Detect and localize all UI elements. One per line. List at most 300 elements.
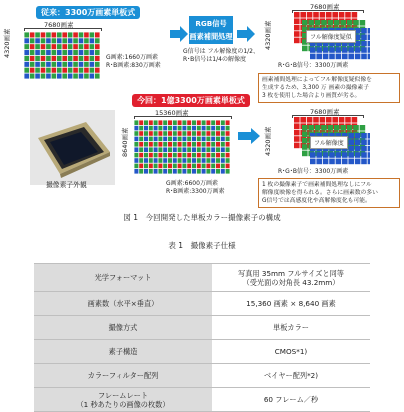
bayer-cell [46,50,51,55]
bayer-cell [134,126,138,131]
bayer-cell [226,120,230,125]
bayer-cell [182,147,186,152]
bayer-cell [79,50,84,55]
bayer-cell [158,164,162,169]
bayer-cell [192,126,196,131]
bayer-cell [68,44,73,49]
process-note-2: R･B信号は1/4の解像度 [183,56,246,63]
bayer-cell [52,44,57,49]
bayer-cell [62,62,67,67]
output-cell [294,123,300,129]
process-note-1: G信号は フル解像度の1/2、 [183,48,259,55]
bayer-cell [139,153,143,158]
bayer-cell [134,169,138,174]
bayer-cell [154,142,158,147]
bayer-cell [226,126,230,131]
output-cell [310,54,316,60]
bayer-cell [154,169,158,174]
bayer-cell [206,137,210,142]
bayer-cell [216,164,220,169]
bayer-cell [24,62,29,67]
output-cell [368,159,370,165]
bayer-cell [192,169,196,174]
bayer-cell [154,158,158,163]
bayer-cell [95,68,100,73]
output-cell [326,117,332,123]
bayer-cell [139,147,143,152]
bayer-cell [221,169,225,174]
bayer-cell [35,32,40,37]
output-cell [316,47,322,53]
bayer-cell [173,126,177,131]
bayer-cell [182,142,186,147]
bayer-cell [73,62,78,67]
output-cell [308,20,314,26]
output-cell [329,47,335,53]
output-cell [315,20,321,26]
bayer-cell [134,131,138,136]
bayer-cell [211,158,215,163]
bayer-cell [163,137,167,142]
output-cell [368,41,370,47]
bayer-cell [192,147,196,152]
bayer-cell [187,147,191,152]
bayer-cell [35,62,40,67]
bayer-cell [173,158,177,163]
spec-value [212,264,370,292]
bayer-cell [73,68,78,73]
bayer-cell [216,131,220,136]
bayer-cell [73,38,78,43]
bayer-cell [202,169,206,174]
bayer-cell [46,56,51,61]
output-cell [361,34,367,40]
bayer-cell [154,164,158,169]
top-output-caption: R･G･B信号：3300万画素 [278,62,349,69]
bayer-cell [84,74,89,79]
bayer-cell [154,126,158,131]
output-cell [320,117,326,123]
bayer-cell [139,169,143,174]
bayer-cell [202,126,206,131]
bayer-cell [139,131,143,136]
bayer-cell [134,153,138,158]
bayer-cell [216,153,220,158]
bayer-cell [182,153,186,158]
output-cell [368,152,370,158]
output-cell [361,47,367,53]
bayer-cell [95,62,100,67]
bayer-cell [95,44,100,49]
bayer-cell [79,44,84,49]
bayer-cell [68,56,73,61]
output-cell [352,12,358,18]
bayer-cell [206,147,210,152]
bayer-cell [197,164,201,169]
bayer-cell [168,137,172,142]
bayer-cell [173,169,177,174]
bayer-cell [149,120,153,125]
bayer-cell [90,32,95,37]
table-row [34,388,370,412]
output-cell [368,133,370,139]
bayer-cell [211,164,215,169]
bayer-cell [90,68,95,73]
output-cell [294,25,300,31]
output-cell [342,47,348,53]
output-cell [342,152,348,158]
bottom-width-bracket [134,116,232,119]
table-row [34,316,370,340]
bayer-cell [202,147,206,152]
output-cell [339,117,345,123]
bayer-cell [187,137,191,142]
bayer-cell [90,50,95,55]
output-cell [323,47,329,53]
output-cell [326,12,332,18]
bayer-cell [187,169,191,174]
bayer-cell [41,74,46,79]
bottom-desc-line-1: 1 枚の撮像素子で画素補間処理なしにフル [262,182,372,188]
bayer-cell [182,120,186,125]
output-cell [361,133,367,139]
bayer-cell [163,169,167,174]
bayer-cell [79,62,84,67]
bayer-cell [79,32,84,37]
output-cell [294,117,300,123]
bayer-cell [211,131,215,136]
bayer-cell [206,142,210,147]
output-cell [355,152,361,158]
bayer-cell [134,142,138,147]
bayer-cell [62,74,67,79]
bayer-cell [202,137,206,142]
output-cell [294,130,300,136]
spec-value: ベイヤー配列*2) [212,364,370,388]
bayer-cell [158,137,162,142]
bayer-cell [144,142,148,147]
bayer-cell [216,169,220,174]
bayer-cell [134,137,138,142]
output-cell [355,54,361,60]
top-bayer-grid [24,32,100,79]
bayer-cell [192,158,196,163]
top-width-label: 7680画素 [44,21,74,29]
bayer-cell [202,153,206,158]
sensor-photo [30,110,115,185]
bayer-cell [79,38,84,43]
bottom-output-caption: R･G･B信号：3300万画素 [278,168,349,175]
bayer-cell [226,131,230,136]
spec-label: 素子構造 [34,340,212,364]
bayer-cell [158,142,162,147]
bayer-cell [182,158,186,163]
bottom-arrow [238,128,260,144]
bayer-cell [178,147,182,152]
bayer-cell [221,120,225,125]
bayer-cell [95,32,100,37]
output-cell [352,117,358,123]
bayer-cell [62,56,67,61]
bayer-cell [134,120,138,125]
bayer-cell [68,32,73,37]
bayer-cell [154,153,158,158]
output-cell [340,125,346,131]
output-cell [310,152,316,158]
output-cell [348,146,354,152]
bayer-cell [149,126,153,131]
bottom-desc-line-3: G信号では高感度化や高解像度化も可能。 [262,198,371,204]
bayer-cell [30,50,35,55]
output-cell [310,159,316,165]
bayer-cell [139,164,143,169]
output-cell [328,125,334,131]
bayer-cell [187,126,191,131]
output-cell [345,12,351,18]
output-cell [360,125,366,131]
bayer-cell [35,68,40,73]
output-cell [348,54,354,60]
bayer-cell [187,164,191,169]
bayer-cell [52,32,57,37]
bayer-cell [163,147,167,152]
output-cell [361,152,367,158]
bayer-cell [46,32,51,37]
bayer-cell [192,164,196,169]
bayer-cell [226,153,230,158]
bayer-cell [52,38,57,43]
bayer-cell [182,164,186,169]
output-cell [355,159,361,165]
bayer-cell [73,50,78,55]
bayer-cell [211,142,215,147]
bayer-cell [149,153,153,158]
table-row [34,264,370,292]
bottom-full-badge: フル解像度 [310,136,348,149]
bayer-cell [90,38,95,43]
output-cell [302,138,308,144]
bayer-cell [62,32,67,37]
bayer-cell [30,68,35,73]
output-cell [336,54,342,60]
bayer-cell [144,126,148,131]
bayer-cell [144,131,148,136]
output-cell [302,151,308,157]
bayer-cell [216,142,220,147]
bottom-bayer-grid [134,120,230,174]
output-cell [336,159,342,165]
output-cell [368,34,370,40]
output-cell [368,146,370,152]
output-cell [361,41,367,47]
output-cell [329,159,335,165]
bayer-cell [216,147,220,152]
bayer-cell [84,56,89,61]
bayer-cell [226,147,230,152]
bayer-cell [62,68,67,73]
bayer-cell [154,147,158,152]
bayer-cell [202,164,206,169]
output-cell [345,117,351,123]
output-cell [361,28,367,34]
bayer-cell [149,158,153,163]
bayer-cell [168,142,172,147]
bayer-cell [46,44,51,49]
bottom-out-width: 7680画素 [310,108,340,116]
bayer-cell [178,158,182,163]
bayer-cell [178,164,182,169]
output-cell [323,152,329,158]
sensor-label: 撮像素子外観 [46,181,87,189]
output-cell [348,47,354,53]
output-cell [361,54,367,60]
spec-table [34,263,370,412]
bayer-cell [62,50,67,55]
bayer-cell [95,50,100,55]
bayer-cell [84,32,89,37]
bayer-cell [62,38,67,43]
bayer-cell [182,131,186,136]
bayer-cell [211,120,215,125]
bayer-cell [52,56,57,61]
bayer-cell [221,158,225,163]
output-cell [323,159,329,165]
spec-label: 光学フォーマット [34,264,212,292]
bayer-cell [57,50,62,55]
bayer-cell [35,44,40,49]
spec-value: 15,360 画素 × 8,640 画素 [212,292,370,316]
bayer-cell [79,68,84,73]
output-cell [313,117,319,123]
output-cell [361,139,367,145]
output-cell [339,12,345,18]
bayer-cell [163,131,167,136]
bayer-cell [163,120,167,125]
output-cell [332,12,338,18]
bayer-cell [134,158,138,163]
output-cell [300,117,306,123]
spec-value-line: 写真用 35mm フルサイズと同等 [238,268,344,278]
bayer-cell [182,126,186,131]
bayer-cell [46,68,51,73]
bayer-cell [168,158,172,163]
bayer-cell [182,169,186,174]
output-cell [320,12,326,18]
bayer-cell [57,44,62,49]
bayer-cell [206,169,210,174]
bayer-cell [197,147,201,152]
bayer-cell [168,169,172,174]
bayer-cell [149,164,153,169]
bayer-cell [73,56,78,61]
spec-label [34,388,212,412]
bayer-cell [57,56,62,61]
bayer-cell [46,38,51,43]
output-cell [355,146,361,152]
bayer-cell [168,120,172,125]
bayer-cell [226,169,230,174]
bayer-cell [197,169,201,174]
bayer-cell [30,32,35,37]
bayer-cell [134,164,138,169]
bayer-cell [139,142,143,147]
bayer-cell [24,56,29,61]
bayer-cell [206,120,210,125]
bayer-cell [62,44,67,49]
top-desc-line-1: 画素補間処理によってフル解像度疑似像を [262,77,372,83]
bayer-cell [57,32,62,37]
output-cell [336,152,342,158]
spec-label-line: フレームレート [97,390,149,400]
bayer-cell [221,126,225,131]
bayer-cell [144,158,148,163]
bayer-cell [30,44,35,49]
bayer-cell [68,50,73,55]
bayer-cell [221,131,225,136]
bayer-cell [149,142,153,147]
bayer-cell [90,62,95,67]
bayer-cell [68,74,73,79]
output-cell [300,12,306,18]
top-arrow [170,26,188,42]
bayer-cell [139,126,143,131]
bayer-cell [79,56,84,61]
bayer-cell [158,147,162,152]
output-cell [313,12,319,18]
top-full-badge: フル解像度疑似 [306,30,356,43]
bayer-cell [192,153,196,158]
bayer-cell [197,153,201,158]
output-cell [307,117,313,123]
bayer-cell [149,137,153,142]
output-cell [316,54,322,60]
output-cell [368,139,370,145]
bayer-cell [30,62,35,67]
output-cell [340,20,346,26]
bayer-cell [84,38,89,43]
bayer-cell [52,50,57,55]
output-cell [361,146,367,152]
bayer-cell [154,120,158,125]
bayer-cell [35,50,40,55]
bayer-cell [41,32,46,37]
top-description [258,73,400,103]
output-cell [328,20,334,26]
bayer-cell [197,120,201,125]
bayer-cell [197,137,201,142]
bayer-cell [206,164,210,169]
bayer-cell [206,153,210,158]
bayer-cell [52,68,57,73]
bayer-cell [168,126,172,131]
output-cell [294,31,300,37]
bayer-cell [68,38,73,43]
bayer-cell [68,68,73,73]
bayer-cell [216,120,220,125]
output-cell [334,125,340,131]
top-out-width: 7680画素 [310,3,340,11]
bayer-cell [84,44,89,49]
output-cell [348,159,354,165]
bayer-cell [41,44,46,49]
bayer-cell [192,142,196,147]
bayer-cell [46,62,51,67]
output-cell [342,159,348,165]
bayer-cell [206,131,210,136]
bayer-cell [202,158,206,163]
bayer-cell [216,126,220,131]
conventional-tag: 従来：3300万画素単板式 [36,6,140,19]
